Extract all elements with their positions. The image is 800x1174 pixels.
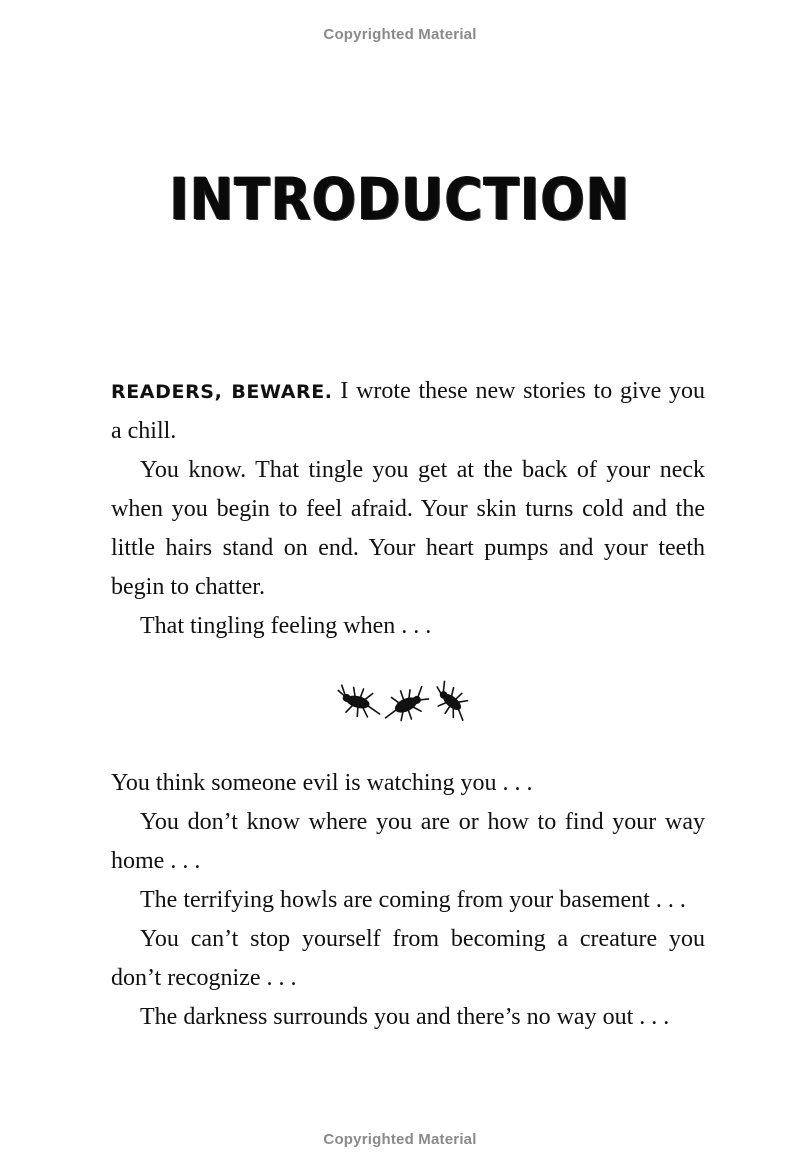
paragraph-darkness: The darkness surrounds you and there’s no way out . . . [140, 1004, 670, 1030]
bug-icon [336, 680, 476, 726]
paragraph-terrifying-howls: The terrifying howls are coming from your basement . . . [140, 887, 686, 913]
intro-section [111, 372, 705, 646]
copyright-watermark-top: Copyrighted Material [323, 26, 477, 43]
copyright-watermark-bottom: Copyrighted Material [323, 1131, 477, 1148]
paragraph-tingling-feeling: That tingling feeling when . . . [140, 613, 432, 639]
chapter-title: INTRODUCTION [169, 166, 631, 234]
paragraph-tingle: You know. That tingle you get at the back of your neck when you begin to feel afraid. Your skin turns cold and the little hairs stand on end. Your heart pumps and your teeth begin to chatter. [111, 457, 705, 600]
lead-in-text: READERS, BEWARE. [111, 381, 333, 403]
paragraph-text: I wrote these new stories to give you a chill. [111, 378, 705, 444]
paragraph-becoming-creature: You can’t stop yourself from becoming a creature you don’t recognize . . . [111, 926, 705, 991]
paragraph-find-way-home: You don’t know where you are or how to find your way home . . . [111, 809, 705, 874]
paragraph-readers-beware [111, 372, 705, 451]
scenarios-section [111, 764, 705, 1037]
paragraph-evil-watching: You think someone evil is watching you . . . [111, 770, 533, 796]
bugs-icon [336, 680, 476, 726]
